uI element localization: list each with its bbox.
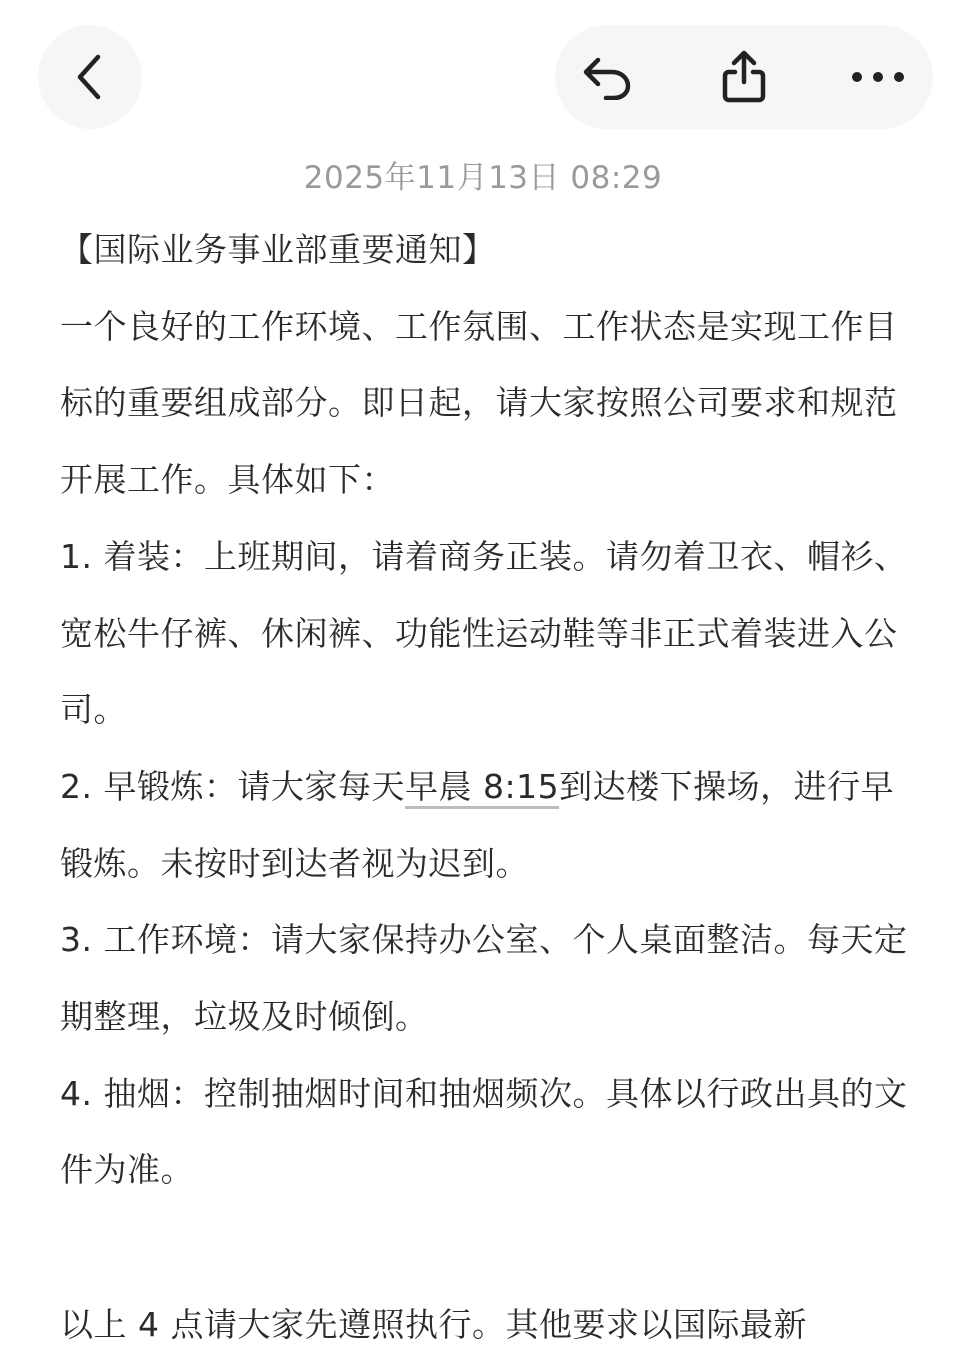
top-bar (0, 0, 966, 150)
paragraph-gap (60, 1209, 910, 1287)
notice-item-2-start: 2. 早锻炼：请大家每天 (60, 766, 405, 806)
notice-intro: 一个良好的工作环境、工作氛围、工作状态是实现工作目标的重要组成部分。即日起，请大家按照公司要求和规范开展工作。具体如下： (60, 306, 898, 500)
message-body (60, 212, 910, 1364)
notice-item-2 (60, 749, 910, 902)
chevron-left-icon (70, 53, 110, 101)
share-button[interactable] (692, 25, 796, 129)
share-icon (721, 50, 767, 104)
reply-icon (582, 54, 632, 100)
notice-item-3: 3. 工作环境：请大家保持办公室、个人桌面整洁。每天定期整理，垃圾及时倾倒。 (60, 920, 908, 1037)
more-dots-icon (851, 70, 905, 84)
notice-closing: 以上 4 点请大家先遵照执行。其他要求以国际最新 (60, 1305, 807, 1345)
action-pill (555, 25, 933, 129)
notice-item-1: 1. 着装：上班期间，请着商务正装。请勿着卫衣、帽衫、宽松牛仔裤、休闲裤、功能性运动鞋等非正式着装进入公司。 (60, 536, 908, 730)
more-button[interactable] (826, 25, 930, 129)
notice-title: 【国际业务事业部重要通知】 (60, 230, 496, 269)
notice-item-4: 4. 抽烟：控制抽烟时间和抽烟频次。具体以行政出具的文件为准。 (60, 1073, 908, 1190)
back-button[interactable] (38, 25, 142, 129)
reply-button[interactable] (555, 25, 659, 129)
notice-item-2-end: 到达楼下操场，进行早锻炼。未按时到达者视为迟到。 (60, 766, 895, 883)
time-link[interactable]: 早晨 8:15 (404, 766, 560, 806)
message-timestamp: 2025年11月13日 08:29 (303, 160, 663, 196)
